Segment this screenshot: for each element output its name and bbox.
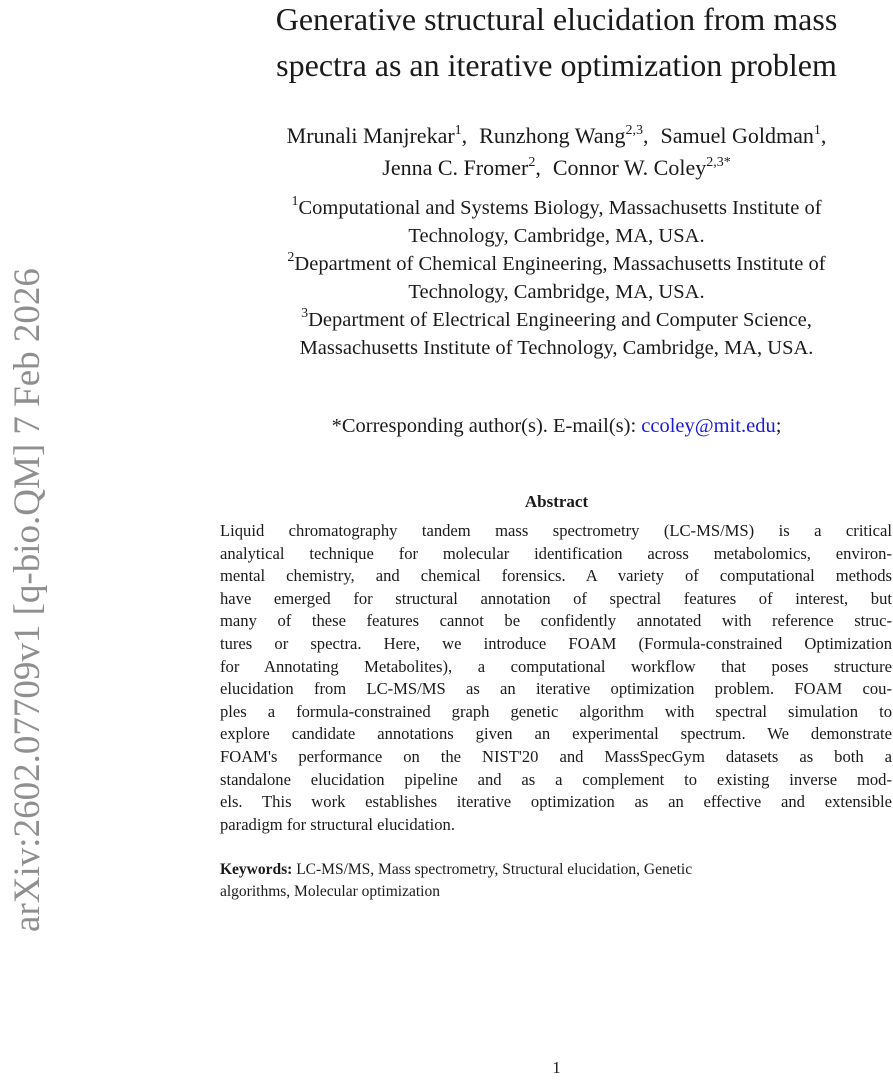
affiliation-number: 2 bbox=[287, 250, 295, 265]
affiliation-line: Technology, Cambridge, MA, USA. bbox=[408, 281, 705, 303]
corresponding-author bbox=[220, 412, 893, 440]
author-list bbox=[220, 120, 893, 184]
corresponding-suffix: ; bbox=[775, 415, 782, 437]
affiliation-list bbox=[220, 194, 893, 362]
abstract-line: els. This work establishes iterative optimization as an effective and extensible bbox=[220, 792, 892, 812]
affiliation-line bbox=[220, 194, 893, 222]
corresponding-prefix: *Corresponding author(s). E-mail(s): bbox=[331, 415, 642, 437]
abstract-line: have emerged for structural annotation of spectral features of interest, but bbox=[220, 588, 892, 608]
abstract-line: standalone elucidation pipeline and as a complement to existing inverse mod- bbox=[220, 769, 892, 789]
author-name: Connor W. Coley bbox=[552, 155, 707, 180]
abstract-line: tures or spectra. Here, we introduce FOAM (Formula-constrained Optimization bbox=[220, 633, 892, 653]
paper-title bbox=[220, 0, 893, 88]
author-name: Mrunali Manjrekar bbox=[286, 123, 455, 148]
abstract-heading: Abstract bbox=[524, 492, 589, 511]
affiliation-text: Department of Electrical Engineering and Computer Science, bbox=[308, 309, 812, 331]
affiliation-number: 3 bbox=[301, 306, 309, 321]
author-affiliation-mark: 2 bbox=[528, 155, 536, 170]
keywords-text: LC-MS/MS, Mass spectrometry, Structural elucidation, Genetic bbox=[292, 861, 693, 878]
abstract-line: paradigm for structural elucidation. bbox=[220, 814, 455, 834]
author-row-1: Mrunali Manjrekar$^1$, Runzhong Wang$^{2,3}$, Samuel Goldman$^1$, bbox=[286, 123, 827, 148]
email-link[interactable]: ccoley@mit.edu bbox=[641, 415, 776, 437]
author-name: Jenna C. Fromer bbox=[382, 155, 529, 180]
author-name: Samuel Goldman bbox=[660, 123, 814, 148]
affiliation-text: Department of Chemical Engineering, Massachusetts Institute of bbox=[294, 253, 826, 275]
title-line-2: spectra as an iterative optimization problem bbox=[276, 47, 837, 83]
keywords-section bbox=[220, 859, 892, 902]
abstract-line: for Annotating Metabolites), a computational workflow that poses structure bbox=[220, 656, 892, 676]
arxiv-identifier-stamp: arXiv:2602.07709v1 [q-bio.QM] 7 Feb 2026 bbox=[7, 268, 48, 932]
title-line-1: Generative structural elucidation from mass bbox=[275, 1, 838, 37]
affiliation-line bbox=[220, 250, 893, 278]
affiliation-line: Massachusetts Institute of Technology, Cambridge, MA, USA. bbox=[299, 337, 814, 359]
abstract-line: analytical technique for molecular identification across metabolomics, environ- bbox=[220, 543, 892, 563]
affiliation-number: 1 bbox=[291, 194, 299, 209]
abstract-line: elucidation from LC-MS/MS as an iterative optimization problem. FOAM cou- bbox=[220, 679, 892, 699]
author-name: Runzhong Wang bbox=[479, 123, 626, 148]
abstract-line: many of these features cannot be confidently annotated with reference struc- bbox=[220, 611, 892, 631]
abstract-line: Liquid chromatography tandem mass spectrometry (LC-MS/MS) is a critical bbox=[220, 521, 892, 540]
abstract-line: FOAM's performance on the NIST'20 and MassSpecGym datasets as both a bbox=[220, 746, 892, 766]
author-affiliation-mark: 1 bbox=[813, 123, 821, 138]
page-number: 1 bbox=[552, 1058, 561, 1077]
affiliation-line bbox=[220, 306, 893, 334]
abstract-line: mental chemistry, and chemical forensics. A variety of computational methods bbox=[220, 566, 892, 586]
abstract-line: explore candidate annotations given an experimental spectrum. We demonstrate bbox=[220, 724, 892, 744]
keywords-line bbox=[220, 859, 892, 881]
keywords-line: algorithms, Molecular optimization bbox=[220, 882, 440, 900]
abstract-line: ples a formula-constrained graph genetic algorithm with spectral simulation to bbox=[220, 701, 892, 721]
keywords-label: Keywords: bbox=[220, 861, 293, 878]
author-affiliation-mark: 2,3* bbox=[706, 155, 731, 170]
author-affiliation-mark: 1 bbox=[454, 123, 462, 138]
affiliation-text: Computational and Systems Biology, Massachusetts Institute of bbox=[298, 197, 822, 219]
author-affiliation-mark: 2,3 bbox=[625, 123, 643, 138]
author-row-2: Jenna C. Fromer$^2$, Connor W. Coley$^{2,3*}$ bbox=[382, 155, 731, 180]
affiliation-line: Technology, Cambridge, MA, USA. bbox=[408, 225, 705, 247]
abstract-body bbox=[220, 520, 892, 836]
